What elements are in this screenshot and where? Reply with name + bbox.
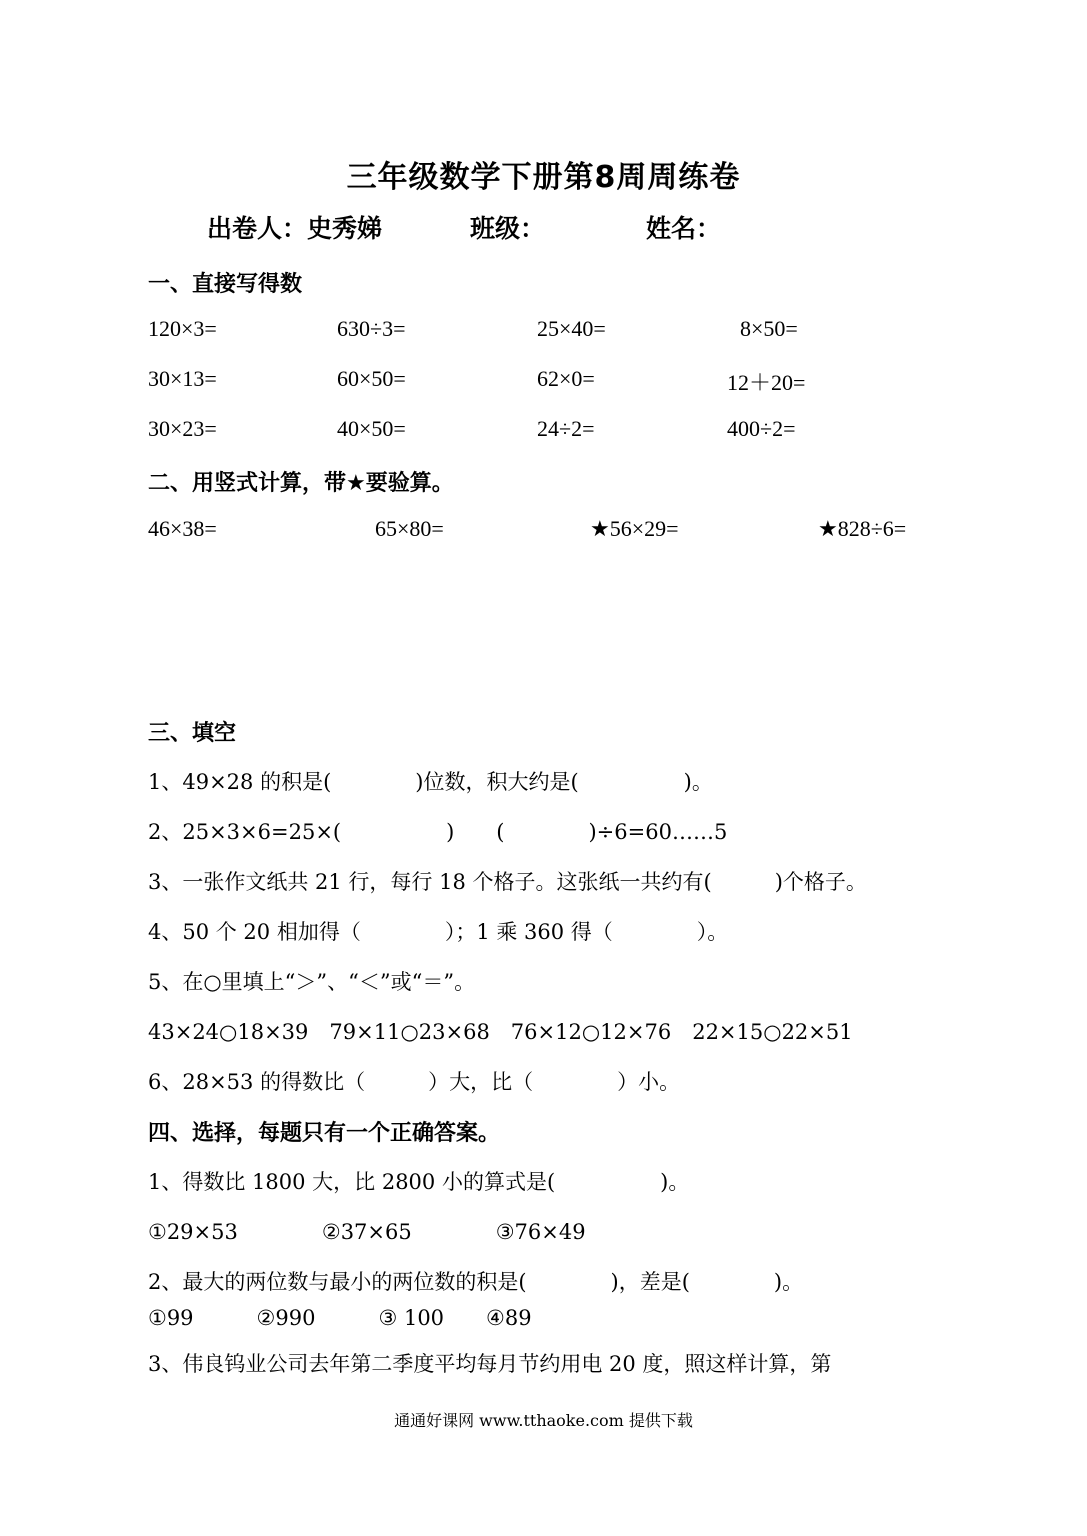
vertical-calc-item: ★828÷6= [818,516,907,541]
page-footer: 通通好课网 www.tthaoke.com 提供下载 [394,1411,693,1430]
section-3-heading: 三、填空 [148,721,237,746]
name-label: 姓名： [646,214,722,243]
choice-options: ①99 ②990 ③ 100 ④89 [148,1306,532,1330]
calc-item: 120×3= [148,316,217,341]
choice-question: 2、最大的两位数与最小的两位数的积是( )，差是( )。 [148,1270,804,1294]
vertical-calc-item: 65×80= [375,516,444,541]
calc-item: 25×40= [537,316,606,341]
fill-blank-question: 6、28×53 的得数比（ ）大，比（ ）小。 [148,1070,681,1094]
vertical-calc-item: ★56×29= [590,516,679,541]
calc-item: 30×13= [148,366,217,391]
class-label: 班级： [470,214,546,243]
calc-item: 62×0= [537,366,595,391]
fill-blank-question: 1、49×28 的积是( )位数，积大约是( )。 [148,770,713,794]
fill-blank-question: 5、在○里填上“＞”、“＜”或“＝”。 [148,970,476,994]
choice-question: 1、得数比 1800 大，比 2800 小的算式是( )。 [148,1170,690,1194]
calc-item: 60×50= [337,366,406,391]
fill-blank-question: 2、25×3×6=25×( ) ( )÷6=60……5 [148,820,728,844]
choice-question: 3、伟良钨业公司去年第二季度平均每月节约用电 20 度，照这样计算，第 [148,1352,832,1376]
author-label: 出卷人：史秀娣 [207,214,383,243]
calc-item: 400÷2= [727,416,796,441]
page-title: 三年级数学下册第8周周练卷 [346,160,741,195]
choice-options: ①29×53 ②37×65 ③76×49 [148,1220,586,1244]
calc-item: 30×23= [148,416,217,441]
vertical-calc-item: 46×38= [148,516,217,541]
calc-item: 8×50= [740,316,798,341]
calc-item: 24÷2= [537,416,595,441]
calc-item: 40×50= [337,416,406,441]
fill-blank-question: 3、一张作文纸共 21 行，每行 18 个格子。这张纸一共约有( )个格子。 [148,870,867,894]
calc-item: 12＋20= [727,370,806,395]
section-2-heading: 二、用竖式计算，带★要验算。 [148,471,454,496]
compare-expressions: 43×24○18×39 79×11○23×68 76×12○12×76 22×15○22×51 [148,1020,853,1044]
fill-blank-question: 4、50 个 20 相加得（ ）；1 乘 360 得（ ）。 [148,920,729,944]
calc-item: 630÷3= [337,316,406,341]
section-1-heading: 一、直接写得数 [148,272,303,297]
section-4-heading: 四、选择，每题只有一个正确答案。 [148,1121,501,1146]
